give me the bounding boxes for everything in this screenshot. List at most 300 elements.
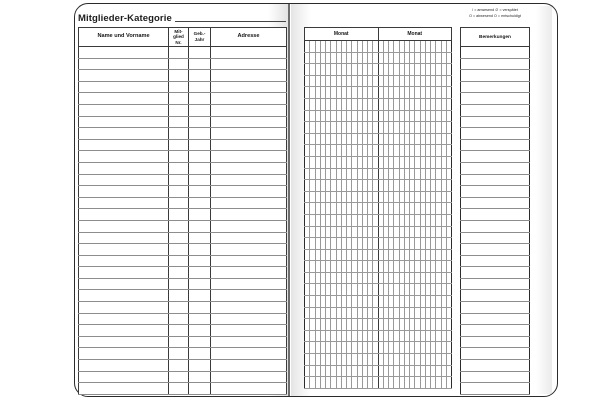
attendance-cell[interactable] <box>446 98 451 110</box>
table-row[interactable] <box>79 360 287 372</box>
table-row[interactable] <box>79 278 287 290</box>
attendance-cell[interactable] <box>446 87 451 99</box>
cell-bemerkungen[interactable] <box>461 162 530 174</box>
table-row[interactable] <box>79 47 287 59</box>
cell-mitglied_nr[interactable] <box>169 151 189 163</box>
attendance-row[interactable] <box>305 342 452 354</box>
table-row[interactable] <box>79 70 287 82</box>
column-header-name: Name und Vorname <box>79 28 169 47</box>
cell-adresse[interactable] <box>211 313 287 325</box>
cell-name[interactable] <box>79 174 169 186</box>
attendance-month-grid <box>304 27 452 389</box>
remarks-row[interactable] <box>461 197 530 209</box>
month-header-2: Monat <box>378 28 452 41</box>
attendance-cell[interactable] <box>446 226 451 238</box>
cell-adresse[interactable] <box>211 255 287 267</box>
cell-name[interactable] <box>79 93 169 105</box>
cell-mitglied_nr[interactable] <box>169 47 189 59</box>
cell-adresse[interactable] <box>211 174 287 186</box>
cell-bemerkungen[interactable] <box>461 360 530 372</box>
remarks-row[interactable] <box>461 58 530 70</box>
cell-geb_jahr[interactable] <box>189 209 211 221</box>
attendance-cell[interactable] <box>446 319 451 331</box>
attendance-row[interactable] <box>305 133 452 145</box>
table-row[interactable] <box>79 255 287 267</box>
table-row[interactable] <box>79 162 287 174</box>
attendance-row[interactable] <box>305 87 452 99</box>
cell-mitglied_nr[interactable] <box>169 302 189 314</box>
cell-geb_jahr[interactable] <box>189 128 211 140</box>
table-row[interactable] <box>79 220 287 232</box>
remarks-row[interactable] <box>461 360 530 372</box>
cell-geb_jahr[interactable] <box>189 267 211 279</box>
cell-adresse[interactable] <box>211 70 287 82</box>
cell-mitglied_nr[interactable] <box>169 220 189 232</box>
table-row[interactable] <box>79 244 287 256</box>
cell-adresse[interactable] <box>211 383 287 395</box>
cell-adresse[interactable] <box>211 232 287 244</box>
cell-geb_jahr[interactable] <box>189 151 211 163</box>
cell-geb_jahr[interactable] <box>189 162 211 174</box>
left-page <box>78 6 286 394</box>
right-page <box>298 6 536 394</box>
cell-mitglied_nr[interactable] <box>169 336 189 348</box>
cell-bemerkungen[interactable] <box>461 186 530 198</box>
cell-name[interactable] <box>79 232 169 244</box>
cell-geb_jahr[interactable] <box>189 116 211 128</box>
cell-bemerkungen[interactable] <box>461 232 530 244</box>
table-row[interactable] <box>79 197 287 209</box>
cell-adresse[interactable] <box>211 81 287 93</box>
cell-bemerkungen[interactable] <box>461 116 530 128</box>
cell-mitglied_nr[interactable] <box>169 371 189 383</box>
cell-geb_jahr[interactable] <box>189 290 211 302</box>
cell-name[interactable] <box>79 139 169 151</box>
table-row[interactable] <box>79 174 287 186</box>
attendance-legend <box>460 7 530 19</box>
cell-bemerkungen[interactable] <box>461 58 530 70</box>
remarks-row[interactable] <box>461 244 530 256</box>
cell-bemerkungen[interactable] <box>461 255 530 267</box>
table-row[interactable] <box>79 348 287 360</box>
remarks-row[interactable] <box>461 209 530 221</box>
cell-name[interactable] <box>79 197 169 209</box>
cell-bemerkungen[interactable] <box>461 244 530 256</box>
attendance-row[interactable] <box>305 249 452 261</box>
cell-adresse[interactable] <box>211 302 287 314</box>
remarks-row[interactable] <box>461 313 530 325</box>
cell-adresse[interactable] <box>211 348 287 360</box>
cell-bemerkungen[interactable] <box>461 139 530 151</box>
cell-geb_jahr[interactable] <box>189 81 211 93</box>
cell-mitglied_nr[interactable] <box>169 58 189 70</box>
cell-name[interactable] <box>79 255 169 267</box>
cell-adresse[interactable] <box>211 162 287 174</box>
attendance-row[interactable] <box>305 191 452 203</box>
attendance-row[interactable] <box>305 156 452 168</box>
geb-jahr-line-1: Geb.- <box>193 31 206 37</box>
cell-geb_jahr[interactable] <box>189 47 211 59</box>
attendance-row[interactable] <box>305 377 452 389</box>
cell-name[interactable] <box>79 348 169 360</box>
remarks-row[interactable] <box>461 47 530 59</box>
attendance-cell[interactable] <box>446 52 451 64</box>
attendance-row[interactable] <box>305 365 452 377</box>
cell-mitglied_nr[interactable] <box>169 360 189 372</box>
cell-name[interactable] <box>79 371 169 383</box>
table-row[interactable] <box>79 93 287 105</box>
remarks-row[interactable] <box>461 290 530 302</box>
attendance-cell[interactable] <box>446 41 451 53</box>
table-row[interactable] <box>79 128 287 140</box>
cell-adresse[interactable] <box>211 244 287 256</box>
remarks-row[interactable] <box>461 302 530 314</box>
mitglied-nr-line-1: Mit- <box>174 28 183 34</box>
attendance-cell[interactable] <box>446 238 451 250</box>
cell-adresse[interactable] <box>211 58 287 70</box>
cell-geb_jahr[interactable] <box>189 244 211 256</box>
cell-adresse[interactable] <box>211 325 287 337</box>
cell-mitglied_nr[interactable] <box>169 93 189 105</box>
cell-bemerkungen[interactable] <box>461 128 530 140</box>
cell-adresse[interactable] <box>211 371 287 383</box>
cell-name[interactable] <box>79 47 169 59</box>
table-row[interactable] <box>79 209 287 221</box>
remarks-row[interactable] <box>461 267 530 279</box>
legend-line-1: / = anwesend ∅ = verspätet <box>472 8 518 12</box>
attendance-row[interactable] <box>305 354 452 366</box>
cell-geb_jahr[interactable] <box>189 360 211 372</box>
attendance-cell[interactable] <box>446 180 451 192</box>
cell-adresse[interactable] <box>211 128 287 140</box>
remarks-table-body <box>461 47 530 395</box>
remarks-row[interactable] <box>461 220 530 232</box>
cell-adresse[interactable] <box>211 209 287 221</box>
remarks-row[interactable] <box>461 116 530 128</box>
attendance-cell[interactable] <box>446 296 451 308</box>
attendance-cell[interactable] <box>446 354 451 366</box>
cell-geb_jahr[interactable] <box>189 336 211 348</box>
attendance-row[interactable] <box>305 75 452 87</box>
cell-name[interactable] <box>79 302 169 314</box>
cell-mitglied_nr[interactable] <box>169 197 189 209</box>
cell-geb_jahr[interactable] <box>189 278 211 290</box>
cell-mitglied_nr[interactable] <box>169 255 189 267</box>
book-spine <box>288 4 290 396</box>
attendance-cell[interactable] <box>446 261 451 273</box>
cell-name[interactable] <box>79 313 169 325</box>
attendance-cell[interactable] <box>446 214 451 226</box>
cell-mitglied_nr[interactable] <box>169 290 189 302</box>
table-row[interactable] <box>79 371 287 383</box>
cell-adresse[interactable] <box>211 139 287 151</box>
month-header-1: Monat <box>305 28 379 41</box>
remarks-row[interactable] <box>461 325 530 337</box>
mitglied-nr-line-2: glied <box>173 34 184 40</box>
cell-geb_jahr[interactable] <box>189 232 211 244</box>
remarks-row[interactable] <box>461 151 530 163</box>
cell-geb_jahr[interactable] <box>189 371 211 383</box>
cell-name[interactable] <box>79 70 169 82</box>
attendance-row[interactable] <box>305 261 452 273</box>
cell-geb_jahr[interactable] <box>189 220 211 232</box>
column-header-geb-jahr <box>189 28 211 47</box>
table-row[interactable] <box>79 104 287 116</box>
month-header-row <box>305 28 452 41</box>
attendance-row[interactable] <box>305 203 452 215</box>
cell-name[interactable] <box>79 383 169 395</box>
cell-bemerkungen[interactable] <box>461 174 530 186</box>
attendance-grid-body <box>305 41 452 389</box>
cell-name[interactable] <box>79 360 169 372</box>
page-title: Mitglieder-Kategorie <box>78 13 172 24</box>
remarks-row[interactable] <box>461 278 530 290</box>
remarks-row[interactable] <box>461 128 530 140</box>
attendance-cell[interactable] <box>446 168 451 180</box>
remarks-row[interactable] <box>461 232 530 244</box>
cell-bemerkungen[interactable] <box>461 47 530 59</box>
column-header-mitglied-nr <box>169 28 189 47</box>
table-row[interactable] <box>79 313 287 325</box>
cell-bemerkungen[interactable] <box>461 383 530 395</box>
table-row[interactable] <box>79 116 287 128</box>
geb-jahr-line-2: Jahr <box>194 37 205 42</box>
cell-name[interactable] <box>79 151 169 163</box>
cell-geb_jahr[interactable] <box>189 325 211 337</box>
cell-geb_jahr[interactable] <box>189 139 211 151</box>
cell-bemerkungen[interactable] <box>461 209 530 221</box>
cell-name[interactable] <box>79 244 169 256</box>
cell-name[interactable] <box>79 209 169 221</box>
attendance-cell[interactable] <box>446 133 451 145</box>
cell-adresse[interactable] <box>211 336 287 348</box>
attendance-row[interactable] <box>305 180 452 192</box>
cell-mitglied_nr[interactable] <box>169 313 189 325</box>
cell-adresse[interactable] <box>211 93 287 105</box>
cell-bemerkungen[interactable] <box>461 278 530 290</box>
cell-bemerkungen[interactable] <box>461 325 530 337</box>
remarks-row[interactable] <box>461 186 530 198</box>
cell-mitglied_nr[interactable] <box>169 139 189 151</box>
cell-bemerkungen[interactable] <box>461 220 530 232</box>
cell-name[interactable] <box>79 220 169 232</box>
cell-mitglied_nr[interactable] <box>169 232 189 244</box>
table-row[interactable] <box>79 302 287 314</box>
remarks-table <box>460 27 530 395</box>
cell-name[interactable] <box>79 278 169 290</box>
column-header-adresse: Adresse <box>211 28 287 47</box>
attendance-cell[interactable] <box>446 330 451 342</box>
cell-geb_jahr[interactable] <box>189 186 211 198</box>
cell-geb_jahr[interactable] <box>189 104 211 116</box>
attendance-cell[interactable] <box>446 191 451 203</box>
cell-mitglied_nr[interactable] <box>169 128 189 140</box>
cell-adresse[interactable] <box>211 290 287 302</box>
cell-adresse[interactable] <box>211 220 287 232</box>
attendance-cell[interactable] <box>446 377 451 389</box>
members-table <box>78 27 287 395</box>
attendance-row[interactable] <box>305 145 452 157</box>
attendance-row[interactable] <box>305 307 452 319</box>
attendance-cell[interactable] <box>446 122 451 134</box>
cell-mitglied_nr[interactable] <box>169 244 189 256</box>
cell-adresse[interactable] <box>211 360 287 372</box>
cell-bemerkungen[interactable] <box>461 371 530 383</box>
attendance-row[interactable] <box>305 168 452 180</box>
cell-bemerkungen[interactable] <box>461 336 530 348</box>
table-row[interactable] <box>79 186 287 198</box>
cell-bemerkungen[interactable] <box>461 93 530 105</box>
attendance-row[interactable] <box>305 122 452 134</box>
table-row[interactable] <box>79 139 287 151</box>
attendance-row[interactable] <box>305 284 452 296</box>
cell-name[interactable] <box>79 336 169 348</box>
cell-bemerkungen[interactable] <box>461 70 530 82</box>
cell-mitglied_nr[interactable] <box>169 267 189 279</box>
remarks-row[interactable] <box>461 255 530 267</box>
cell-mitglied_nr[interactable] <box>169 278 189 290</box>
members-table-body <box>79 47 287 395</box>
cell-name[interactable] <box>79 290 169 302</box>
cell-bemerkungen[interactable] <box>461 104 530 116</box>
remarks-row[interactable] <box>461 81 530 93</box>
remarks-row[interactable] <box>461 336 530 348</box>
cell-mitglied_nr[interactable] <box>169 116 189 128</box>
cell-bemerkungen[interactable] <box>461 348 530 360</box>
cell-adresse[interactable] <box>211 116 287 128</box>
table-row[interactable] <box>79 81 287 93</box>
legend-line-2: O = abwesend O = entschuldigt <box>469 14 521 18</box>
cell-name[interactable] <box>79 116 169 128</box>
cell-geb_jahr[interactable] <box>189 93 211 105</box>
page-title-row <box>78 10 286 24</box>
remarks-row[interactable] <box>461 174 530 186</box>
cell-geb_jahr[interactable] <box>189 255 211 267</box>
attendance-cell[interactable] <box>446 64 451 76</box>
cell-mitglied_nr[interactable] <box>169 186 189 198</box>
cell-bemerkungen[interactable] <box>461 81 530 93</box>
cell-adresse[interactable] <box>211 104 287 116</box>
cell-name[interactable] <box>79 81 169 93</box>
cell-bemerkungen[interactable] <box>461 313 530 325</box>
cell-adresse[interactable] <box>211 197 287 209</box>
cell-adresse[interactable] <box>211 151 287 163</box>
cell-mitglied_nr[interactable] <box>169 348 189 360</box>
attendance-cell[interactable] <box>446 284 451 296</box>
remarks-row[interactable] <box>461 371 530 383</box>
cell-bemerkungen[interactable] <box>461 290 530 302</box>
table-row[interactable] <box>79 267 287 279</box>
attendance-row[interactable] <box>305 319 452 331</box>
cell-name[interactable] <box>79 325 169 337</box>
cell-bemerkungen[interactable] <box>461 302 530 314</box>
remarks-header-row <box>461 28 530 47</box>
cell-name[interactable] <box>79 128 169 140</box>
mitglied-nr-line-3: Nr. <box>175 39 182 45</box>
cell-geb_jahr[interactable] <box>189 348 211 360</box>
attendance-row[interactable] <box>305 41 452 53</box>
remarks-row[interactable] <box>461 70 530 82</box>
table-row[interactable] <box>79 336 287 348</box>
cell-mitglied_nr[interactable] <box>169 383 189 395</box>
attendance-row[interactable] <box>305 110 452 122</box>
cell-name[interactable] <box>79 58 169 70</box>
cell-adresse[interactable] <box>211 278 287 290</box>
attendance-row[interactable] <box>305 98 452 110</box>
attendance-row[interactable] <box>305 296 452 308</box>
table-row[interactable] <box>79 325 287 337</box>
remarks-row[interactable] <box>461 162 530 174</box>
attendance-cell[interactable] <box>446 110 451 122</box>
cell-geb_jahr[interactable] <box>189 197 211 209</box>
cell-geb_jahr[interactable] <box>189 383 211 395</box>
cell-name[interactable] <box>79 267 169 279</box>
attendance-row[interactable] <box>305 330 452 342</box>
remarks-row[interactable] <box>461 93 530 105</box>
attendance-row[interactable] <box>305 52 452 64</box>
cell-bemerkungen[interactable] <box>461 267 530 279</box>
table-row[interactable] <box>79 232 287 244</box>
members-table-header-row <box>79 28 287 47</box>
cell-geb_jahr[interactable] <box>189 70 211 82</box>
cell-geb_jahr[interactable] <box>189 313 211 325</box>
attendance-cell[interactable] <box>446 272 451 284</box>
cell-name[interactable] <box>79 104 169 116</box>
cell-name[interactable] <box>79 162 169 174</box>
cell-mitglied_nr[interactable] <box>169 104 189 116</box>
attendance-row[interactable] <box>305 226 452 238</box>
table-row[interactable] <box>79 151 287 163</box>
attendance-row[interactable] <box>305 214 452 226</box>
attendance-cell[interactable] <box>446 203 451 215</box>
remarks-row[interactable] <box>461 348 530 360</box>
table-row[interactable] <box>79 58 287 70</box>
attendance-cell[interactable] <box>446 307 451 319</box>
cell-adresse[interactable] <box>211 267 287 279</box>
cell-bemerkungen[interactable] <box>461 151 530 163</box>
cell-mitglied_nr[interactable] <box>169 174 189 186</box>
cell-mitglied_nr[interactable] <box>169 325 189 337</box>
attendance-cell[interactable] <box>446 342 451 354</box>
remarks-row[interactable] <box>461 139 530 151</box>
cell-geb_jahr[interactable] <box>189 302 211 314</box>
cell-mitglied_nr[interactable] <box>169 162 189 174</box>
attendance-row[interactable] <box>305 64 452 76</box>
table-row[interactable] <box>79 383 287 395</box>
attendance-cell[interactable] <box>446 145 451 157</box>
cell-geb_jahr[interactable] <box>189 58 211 70</box>
attendance-cell[interactable] <box>446 156 451 168</box>
table-row[interactable] <box>79 290 287 302</box>
cell-name[interactable] <box>79 186 169 198</box>
attendance-row[interactable] <box>305 272 452 284</box>
cell-adresse[interactable] <box>211 186 287 198</box>
column-header-bemerkungen: Bemerkungen <box>461 28 530 47</box>
cell-mitglied_nr[interactable] <box>169 209 189 221</box>
attendance-cell[interactable] <box>446 365 451 377</box>
attendance-cell[interactable] <box>446 75 451 87</box>
title-underline <box>175 21 286 22</box>
remarks-row[interactable] <box>461 383 530 395</box>
cell-mitglied_nr[interactable] <box>169 81 189 93</box>
cell-mitglied_nr[interactable] <box>169 70 189 82</box>
cell-geb_jahr[interactable] <box>189 174 211 186</box>
cell-adresse[interactable] <box>211 47 287 59</box>
attendance-row[interactable] <box>305 238 452 250</box>
cell-bemerkungen[interactable] <box>461 197 530 209</box>
remarks-row[interactable] <box>461 104 530 116</box>
attendance-cell[interactable] <box>446 249 451 261</box>
